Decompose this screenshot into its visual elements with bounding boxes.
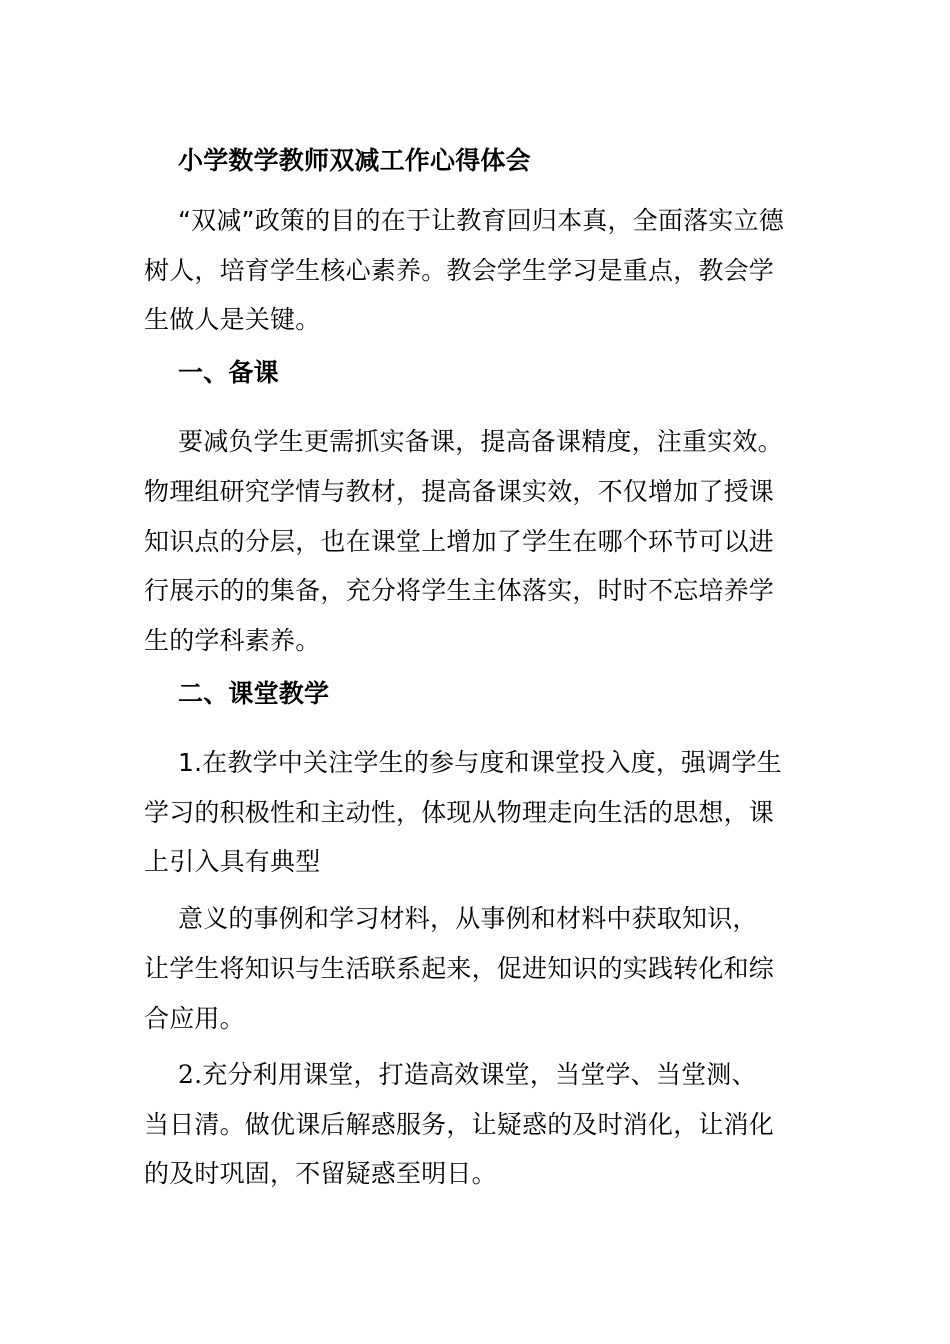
paragraph-line: 学习的积极性和主动性，体现从物理走向生活的思想，课 (144, 798, 775, 827)
list-text: 充分利用课堂，打造高效课堂，当堂学、当堂测、 (202, 1060, 757, 1089)
paragraph-line: 树人，培育学生核心素养。教会学生学习是重点，教会学 (144, 256, 775, 285)
document-title: 小学数学教师双减工作心得体会 (178, 146, 531, 175)
paragraph-line: 要减负学生更需抓实备课，提高备课精度，注重实效。 (178, 427, 783, 456)
paragraph-line: 生做人是关键。 (144, 305, 321, 334)
paragraph-line: 当日清。做优课后解惑服务，让疑惑的及时消化，让消化 (144, 1110, 775, 1139)
paragraph-line: 上引入具有典型 (144, 847, 321, 876)
paragraph-line: 的及时巩固，不留疑惑至明日。 (144, 1159, 497, 1188)
paragraph-line: “双减”政策的目的在于让教育回归本真，全面落实立德 (178, 206, 784, 235)
section-heading-classroom-teaching: 二、课堂教学 (178, 679, 330, 708)
paragraph-line: 让学生将知识与生活联系起来，促进知识的实践转化和综 (144, 954, 775, 983)
paragraph-line: 知识点的分层，也在课堂上增加了学生在哪个环节可以进 (144, 527, 775, 556)
paragraph-line: 行展示的的集备，充分将学生主体落实，时时不忘培养学 (144, 576, 775, 605)
paragraph-line: 物理组研究学情与教材，提高备课实效，不仅增加了授课 (144, 477, 775, 506)
list-number: 2. (178, 1060, 203, 1089)
paragraph-line: 1.在教学中关注学生的参与度和课堂投入度，强调学生 (178, 748, 782, 777)
section-heading-lesson-prep: 一、备课 (178, 358, 279, 387)
paragraph-line (178, 1058, 757, 1092)
paragraph-line: 生的学科素养。 (144, 626, 321, 655)
paragraph-line: 意义的事例和学习材料，从事例和材料中获取知识， (178, 904, 758, 933)
paragraph-line: 合应用。 (144, 1004, 245, 1033)
